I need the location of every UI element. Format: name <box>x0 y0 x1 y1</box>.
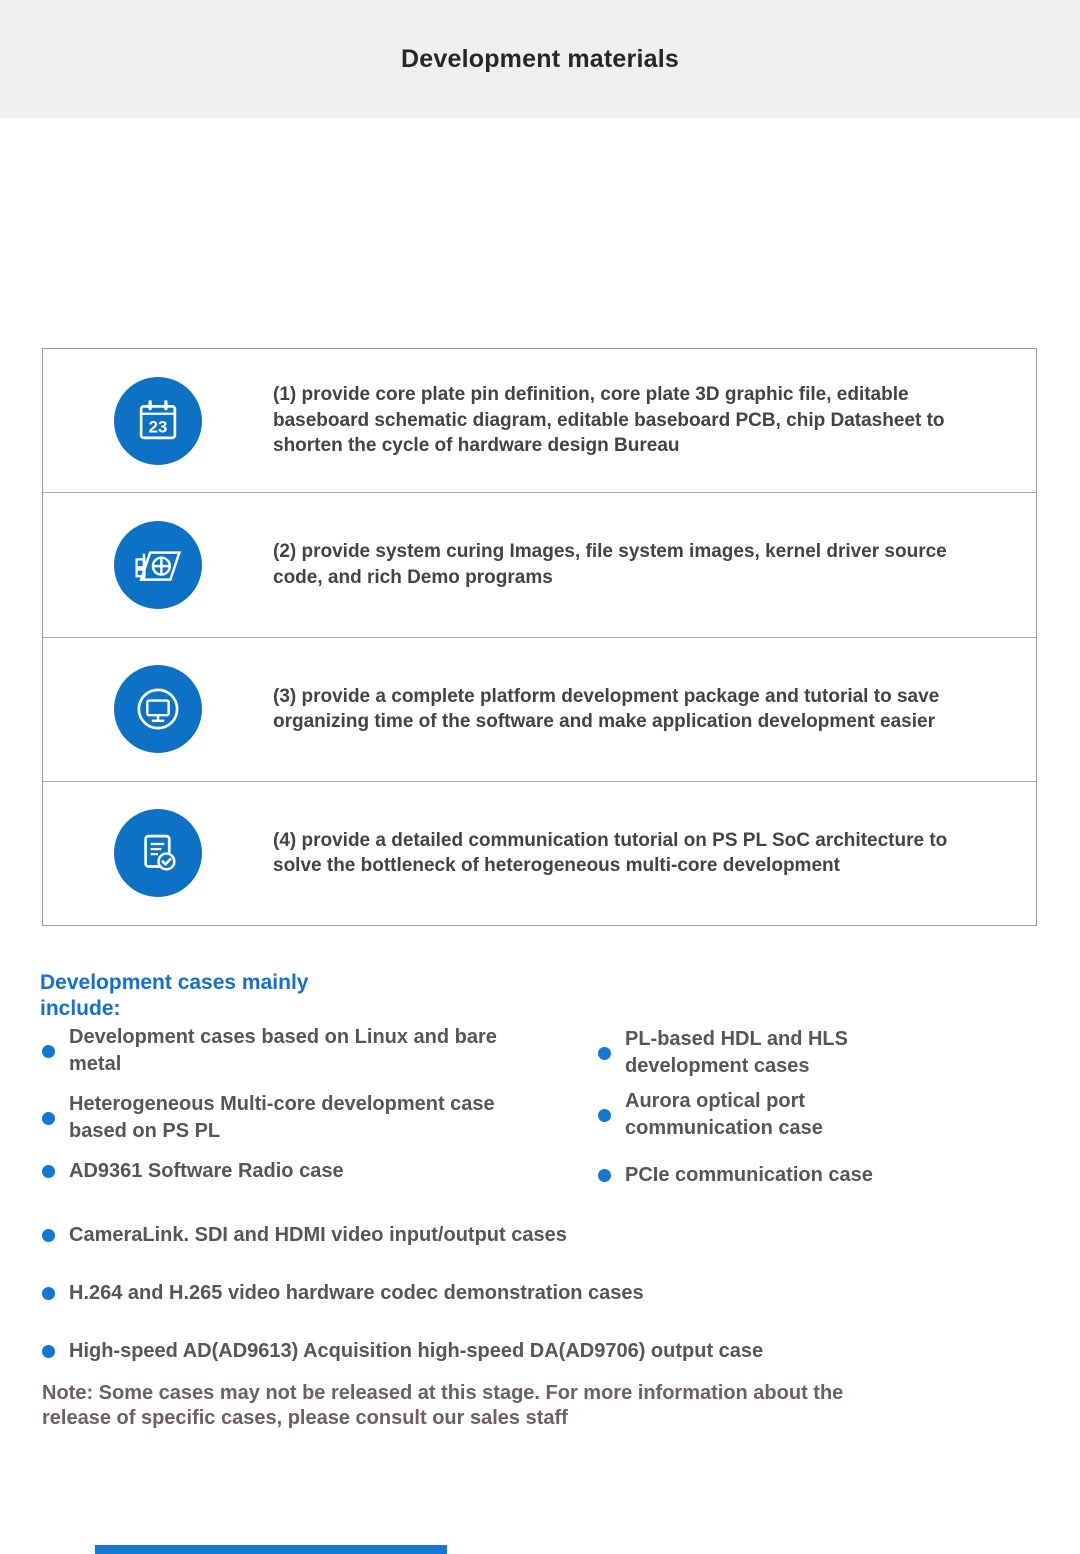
table-row-text: (3) provide a complete platform development package and tutorial to save organizing time of the software and make application development easier <box>273 685 940 733</box>
table-row-text: (2) provide system curing Images, file system images, kernel driver source code, and rich Demo programs <box>273 541 947 588</box>
bullet-dot-icon <box>42 1287 55 1300</box>
section-title-band <box>0 0 1080 118</box>
table-row <box>43 492 1036 636</box>
cases-list-full-width <box>42 1222 1032 1396</box>
development-materials-table <box>42 348 1037 926</box>
table-row-text: (1) provide core plate pin definition, core plate 3D graphic file, editable baseboard schematic diagram, editable baseboard PCB, chip Datasheet to shorten the cycle of hardware design Bureau <box>273 384 945 457</box>
table-row-text: (4) provide a detailed communication tutorial on PS PL SoC architecture to solve the bottleneck of heterogeneous multi-core development <box>273 829 948 877</box>
monitor-icon <box>114 665 202 753</box>
list-item: AD9361 Software Radio case <box>42 1158 522 1185</box>
blueprint-icon <box>114 521 202 609</box>
page-title: Development materials <box>401 44 679 73</box>
cases-list-left <box>42 1024 522 1198</box>
list-item: High-speed AD(AD9613) Acquisition high-speed DA(AD9706) output case <box>42 1338 1032 1365</box>
bullet-dot-icon <box>42 1112 55 1125</box>
table-row <box>43 637 1036 781</box>
cases-heading: Development cases mainly include: <box>40 971 309 1020</box>
bullet-dot-icon <box>42 1345 55 1358</box>
bullet-dot-icon <box>42 1165 55 1178</box>
svg-text:23: 23 <box>148 416 168 436</box>
list-item: PL-based HDL and HLS development cases <box>598 1026 938 1080</box>
table-row <box>43 781 1036 925</box>
calendar-icon <box>114 377 202 465</box>
bullet-dot-icon <box>598 1109 611 1122</box>
list-item: CameraLink. SDI and HDMI video input/output cases <box>42 1222 1032 1249</box>
next-section-divider-bar <box>95 1545 447 1554</box>
list-item: H.264 and H.265 video hardware codec demonstration cases <box>42 1280 1032 1307</box>
table-row <box>43 349 1036 492</box>
list-item: Development cases based on Linux and bare metal <box>42 1024 522 1078</box>
bullet-dot-icon <box>42 1229 55 1242</box>
bullet-dot-icon <box>598 1047 611 1060</box>
bullet-dot-icon <box>598 1169 611 1182</box>
list-item: Aurora optical port communication case <box>598 1088 938 1142</box>
document-check-icon <box>114 809 202 897</box>
note-text: Note: Some cases may not be released at this stage. For more information about the release of specific cases, please consult our sales staff <box>42 1382 844 1429</box>
cases-list-right <box>598 1026 938 1197</box>
bullet-dot-icon <box>42 1045 55 1058</box>
list-item: PCIe communication case <box>598 1162 938 1189</box>
list-item: Heterogeneous Multi-core development case based on PS PL <box>42 1091 522 1145</box>
